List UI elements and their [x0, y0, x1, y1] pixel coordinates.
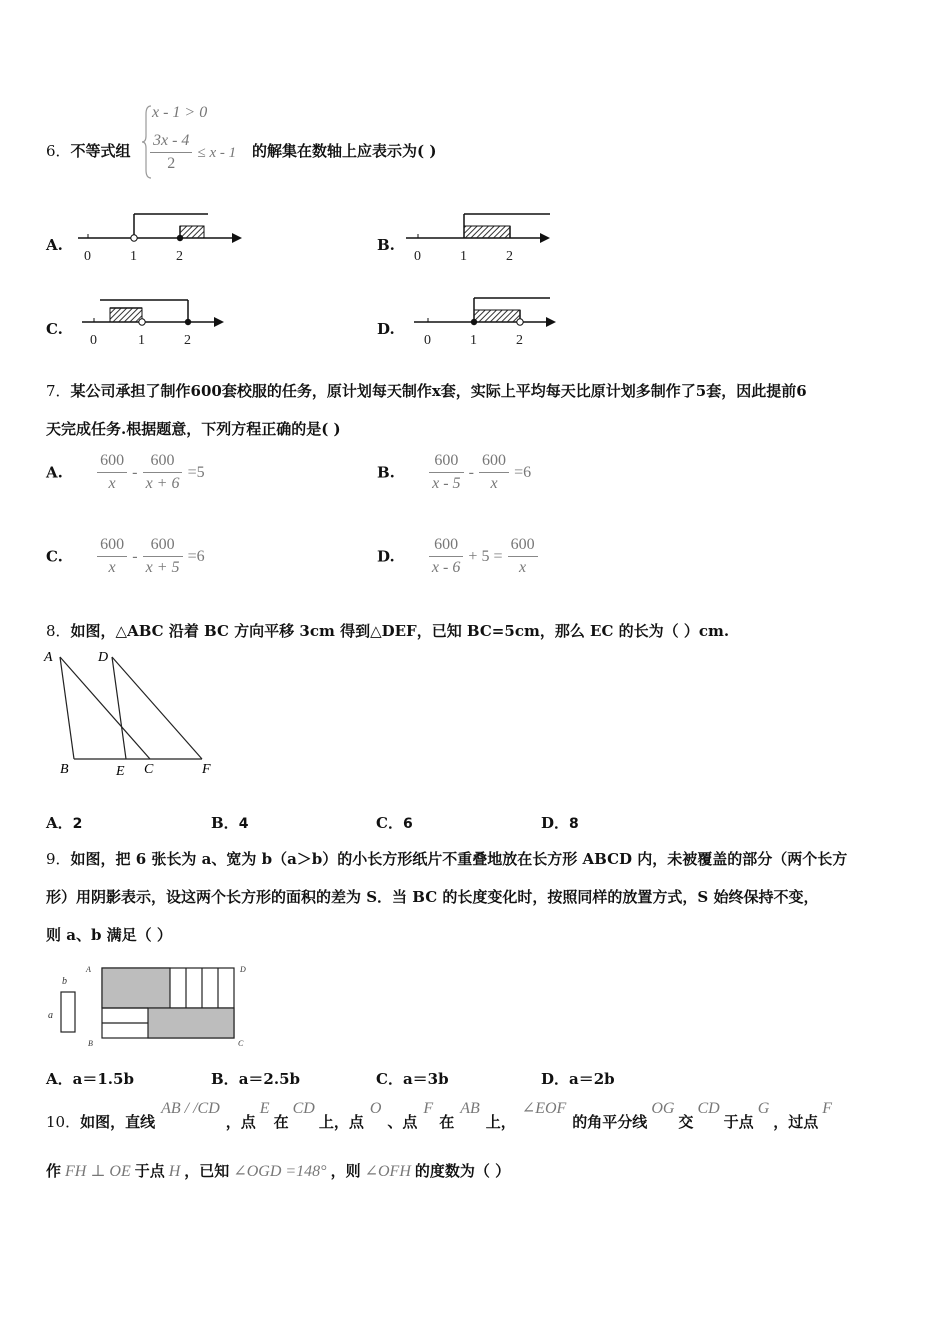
- open-dot: [131, 235, 137, 241]
- q6-option-d-letter[interactable]: D.: [377, 320, 395, 338]
- tick-label-0: 0: [424, 333, 431, 348]
- q7-a-frac1: $\frac{600}{x}$: [97, 450, 127, 495]
- q8-option-a[interactable]: A．2: [46, 814, 83, 832]
- q7-c-rhs: =6: [187, 548, 205, 565]
- tick-label-1: 1: [460, 249, 467, 264]
- q8-figure-triangles: [40, 645, 225, 780]
- q7-option-b[interactable]: [377, 450, 531, 495]
- tick-label-2: 2: [176, 249, 183, 264]
- q9-figure-rectangles: [44, 960, 259, 1050]
- q6-option-a-numberline[interactable]: [74, 208, 244, 266]
- q6-number: 6．: [46, 142, 71, 160]
- label-A: A: [44, 650, 53, 665]
- q9-stem-line1: [46, 848, 847, 869]
- q7-a-op: -: [132, 464, 138, 481]
- q6-option-a-letter[interactable]: A.: [46, 236, 63, 254]
- q6-stem-post: 的解集在数轴上应表示为( ): [252, 142, 437, 160]
- q8-number: 8．: [46, 622, 71, 640]
- q7-c-frac2: $\frac{600}{x + 5}$: [143, 534, 183, 579]
- axis-arrow: [232, 233, 242, 243]
- q9-stem-line2: 形）用阴影表示，设这两个长方形的面积的差为 S．当 BC 的长度变化时，按照同样的放置方式，S 始终保持不变，: [46, 888, 819, 906]
- label-C: C: [238, 1039, 244, 1048]
- q7-option-a[interactable]: [46, 450, 205, 495]
- q7-option-b-letter: B.: [377, 463, 395, 482]
- q7-c-op: -: [132, 548, 138, 565]
- q9-number: 9．: [46, 850, 71, 868]
- q7-b-frac1: $\frac{600}{x - 5}$: [429, 450, 463, 495]
- q10-math-angle: ∠OGD =148°: [233, 1163, 327, 1180]
- q6-frac-num: 3x - 4: [150, 130, 192, 153]
- q8-option-c[interactable]: C．6: [376, 814, 413, 832]
- tick-label-2: 2: [506, 249, 513, 264]
- q6-option-d-numberline[interactable]: [412, 292, 562, 350]
- q7-b-frac2: $\frac{600}{x}$: [479, 450, 509, 495]
- q7-option-c-letter: C.: [46, 547, 63, 566]
- q8-option-b[interactable]: B．4: [211, 814, 249, 832]
- q9-option-b[interactable]: B．a＝2.5b: [211, 1070, 300, 1088]
- label-B: B: [88, 1039, 93, 1048]
- q6-stem: [46, 140, 131, 161]
- q8-option-d[interactable]: D．8: [541, 814, 579, 832]
- label-D: D: [98, 650, 109, 665]
- tick-label-0: 0: [90, 333, 97, 348]
- q7-a-rhs: =5: [187, 464, 205, 481]
- q7-number: 7．: [46, 382, 71, 400]
- q8-stem-text: 如图，△ABC 沿着 BC 方向平移 3cm 得到△DEF，已知 BC=5cm，那么 EC 的长为（ ）cm.: [70, 622, 730, 640]
- tick-label-1: 1: [130, 249, 137, 264]
- q7-option-d[interactable]: [377, 534, 538, 579]
- tick-label-0: 0: [414, 249, 421, 264]
- label-D: D: [240, 965, 246, 974]
- tick-label-0: 0: [84, 249, 91, 264]
- q6-system-line2: [150, 130, 236, 175]
- q7-option-d-letter: D.: [377, 547, 395, 566]
- label-A: A: [86, 965, 91, 974]
- tick-label-1: 1: [470, 333, 477, 348]
- q10-stem-line1: 10．如图，直线AB / /CD，点E在CD上，点O、点F在AB上，∠EOF的角平分线OG交CD于点G，过点F: [46, 1100, 833, 1131]
- q7-line1: 某公司承担了制作600套校服的任务，原计划每天制作x套，实际上平均每天比原计划多制作了5套，因此提前6: [70, 382, 807, 400]
- q6-stem-pre: 不等式组: [70, 142, 131, 160]
- label-F: F: [202, 762, 211, 777]
- q9-option-d[interactable]: D．a＝2b: [541, 1070, 615, 1088]
- q9-line1: 如图，把 6 张长为 a、宽为 b（a＞b）的小长方形纸片不重叠地放在长方形 ABCD 内，未被覆盖的部分（两个长方: [70, 850, 848, 868]
- q7-a-frac2: $\frac{600}{x + 6}$: [143, 450, 183, 495]
- q6-option-b-numberline[interactable]: [404, 208, 554, 266]
- q7-b-rhs: =6: [514, 464, 532, 481]
- q7-stem-line2: 天完成任务.根据题意，下列方程正确的是( ): [46, 420, 341, 438]
- q9-option-a[interactable]: A．a＝1.5b: [46, 1070, 134, 1088]
- q7-stem-line1: [46, 380, 916, 401]
- q6-option-b-letter[interactable]: B.: [377, 236, 395, 254]
- q7-option-c[interactable]: [46, 534, 205, 579]
- q7-c-frac1: $\frac{600}{x}$: [97, 534, 127, 579]
- q7-option-a-letter: A.: [46, 463, 63, 482]
- q10-stem-line2: 作 FH ⊥ OE 于点 H ，已知 ∠OGD =148° ，则 ∠OFH 的度数为（ ）: [46, 1162, 511, 1180]
- label-a: a: [48, 1010, 53, 1021]
- q7-d-frac1: $\frac{600}{x - 6}$: [429, 534, 463, 579]
- label-b: b: [62, 976, 67, 987]
- tick-label-2: 2: [516, 333, 523, 348]
- q6-system-fraction: [150, 130, 192, 175]
- closed-dot: [177, 235, 183, 241]
- q6-option-c-letter[interactable]: C.: [46, 320, 63, 338]
- q6-option-c-numberline[interactable]: [80, 292, 230, 350]
- tick-label-1: 1: [138, 333, 145, 348]
- q10-math-perp: FH ⊥ OE: [65, 1163, 131, 1180]
- q7-b-op: -: [468, 464, 474, 481]
- q7-d-op: + 5 =: [468, 548, 503, 565]
- q6-system-line1: x - 1 > 0: [152, 104, 208, 121]
- label-B: B: [60, 762, 69, 777]
- label-E: E: [116, 764, 125, 779]
- q9-stem-line3: 则 a、b 满足（ ）: [46, 926, 172, 944]
- tick-label-2: 2: [184, 333, 191, 348]
- q10-number: 10．: [46, 1113, 81, 1131]
- q6-frac-rhs: ≤ x - 1: [197, 145, 237, 161]
- q8-stem: [46, 620, 729, 641]
- q10-math-parallel: AB / /CD: [161, 1100, 220, 1117]
- label-C: C: [144, 762, 154, 777]
- q6-frac-den: 2: [167, 155, 176, 172]
- q9-option-c[interactable]: C．a＝3b: [376, 1070, 449, 1088]
- q7-d-frac2: $\frac{600}{x}$: [508, 534, 538, 579]
